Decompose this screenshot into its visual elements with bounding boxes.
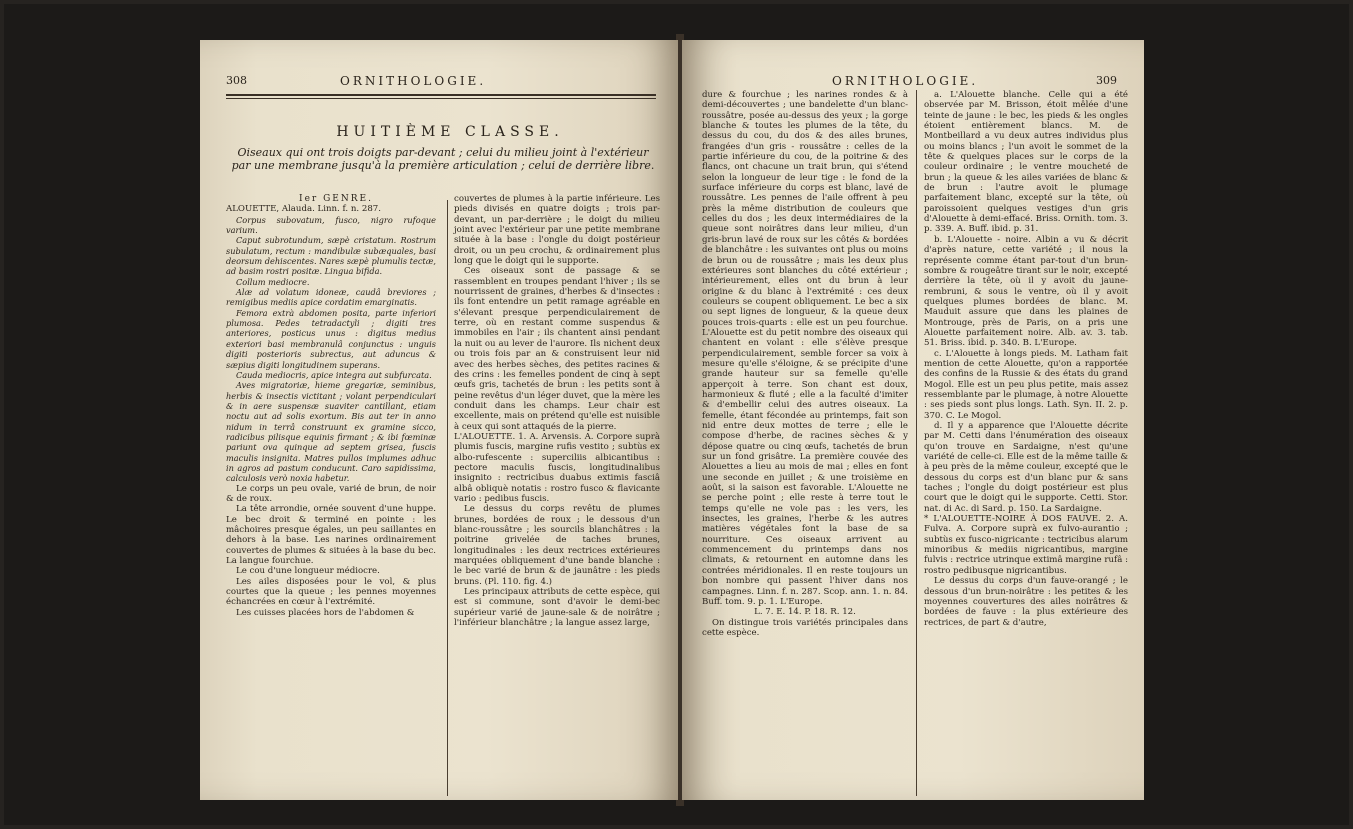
page-number-right: 309 <box>1096 74 1117 87</box>
species-entry: * L'ALOUETTE-NOIRE À DOS FAUVE. 2. A. Fulva. A. Corpore suprà ex fulvo-aurantio ; subtùs ex fusco-nigricante : tectricibus alarum minoribus & mediis nigricantibus, margine fulvis : rectrice utrinque extimâ margine rufâ : rostro pedibusque nigricantibus. <box>924 514 1128 576</box>
paragraph: couvertes de plumes à la partie inférieure. Les pieds divisés en quatre doigts ; trois par-devant, un par-derrière ; le doigt du milieu joint avec l'extérieur par une petite membrane située à la base : l'ongle du doigt postérieur droit, ou un peu crochu, & ordinairement plus long que le doigt qui le supporte. <box>454 194 660 267</box>
header-rule-thin <box>226 98 656 99</box>
paragraph: Femora extrà abdomen posita, parte inferiori plumosa. Pedes tetradactyli ; digiti tres anteriores, posticus unus : digitus medius exteriori basi membranulâ conjunctus : unguis digiti posterioris subrectus, aut aduncus & sæpius digiti longitudinem superans. <box>226 307 436 370</box>
variety-b: b. L'Alouette - noire. Albin a vu & décrit d'après nature, cette variété ; il nous la représente comme étant par-tout d'un brun-sombre & rougeâtre tirant sur le noir, excepté derrière la tête, où il y avoit du jaune-rembruni, & sous le ventre, où il y avoit quelques plumes bordées de blanc. M. Mauduit assure que dans les plaines de Montrouge, près de Paris, on a pris une Alouette parfaitement noire. Alb. av. 3. tab. 51. Briss. ibid. p. 340. B. L'Europe. <box>924 234 1128 349</box>
class-intro: Oiseaux qui ont trois doigts par-devant ; celui du milieu joint à l'extérieur par une membrane jusqu'à la première articulation ; celui de derrière libre. <box>231 146 655 172</box>
page-number-left: 308 <box>226 74 247 87</box>
variety-d: d. Il y a apparence que l'Alouette décrite par M. Cetti dans l'énumération des oiseaux qu'on trouve en Sardaigne, n'est qu'une variété de celle-ci. Elle est de la même taille & à peu près de la même couleur, excepté que le dessous du corps est d'un blanc pur & sans taches ; l'ongle du doigt postérieur est plus court que le doigt qui le supporte. Cetti. Stor. nat. di Ac. di Sard. p. 150. La Sardaigne. <box>924 421 1128 514</box>
left-page <box>200 40 678 800</box>
paragraph: Ces oiseaux sont de passage & se rassemblent en troupes pendant l'hiver ; ils se nourrissent de graines, d'herbes & d'insectes : ils font entendre un petit ramage agréable en s'élevant presque perpendiculairement de terre, où en restant comme suspendus & immobiles en l'air ; ils chantent ainsi pendant la nuit ou au lever de l'aurore. Ils nichent deux ou trois fois par an & construisent leur nid avec des herbes sèches, des petites racines & des crins : les femelles pondent de cinq à sept œufs gris, tachetés de brun : les petits sont à peine revêtus d'un léger duvet, que la mère les conduit dans les champs. Leur chair est excellente, mais on prétend qu'elle est nuisible à ceux qui sont attaqués de la pierre. <box>454 266 660 432</box>
column-divider <box>447 200 448 796</box>
paragraph: La tête arrondie, ornée souvent d'une huppe. Le bec droit & terminé en pointe : les mâchoires presque égales, un peu saillantes en dehors à la base. Les narines ordinairement couvertes de plumes & situées à la base du bec. La langue fourchue. <box>226 504 436 567</box>
column-divider <box>916 90 917 796</box>
class-title: HUITIÈME CLASSE. <box>336 124 564 140</box>
paragraph: Le corps un peu ovale, varié de brun, de noir & de roux. <box>226 483 436 504</box>
paragraph: Aves migratoriæ, hieme gregariæ, seminibus, herbis & insectis victitant ; volant perpendiculari & in aere suspensæ suaviter cantillant, etiam noctu aut ad solis exortum. Bis aut ter in anno nidum in terrâ construunt ex gramine sicco, radicibus pilisque equinis firmant ; & ibi fœminæ pariunt ova quinque ad septem grisea, fuscis maculis insignita. Matres pullos implumes adhuc in agros ad pastum conducunt. Caro sapidissima, calculosis verò noxia habetur. <box>226 380 436 484</box>
header-rule <box>226 94 656 96</box>
paragraph: Les ailes disposées pour le vol, & plus courtes que la queue ; les pennes moyennes échancrées en cœur à l'extrémité. <box>226 576 436 608</box>
variety-a: a. L'Alouette blanche. Celle qui a été observée par M. Brisson, étoit mêlée d'une teinte de jaune : le bec, les pieds & les ongles étoient entièrement blancs. M. de Montbeillard a vu deux autres individus plus ou moins blancs ; l'un avoit le sommet de la tête & quelques places sur le corps de la couleur ordinaire ; le ventre moucheté de brun ; la queue & les ailes variées de blanc & de brun : l'autre avoit le plumage parfaitement blanc, excepté sur la tête, où paroissoient quelques vestiges d'un gris d'Alouette à demi-effacé. Briss. Ornith. tom. 3. p. 339. A. Buff. ibid. p. 31. <box>924 90 1128 235</box>
right-page <box>682 40 1144 800</box>
paragraph: On distingue trois variétés principales dans cette espèce. <box>702 617 908 638</box>
right-column-2 <box>924 90 1128 628</box>
species-entry: L'ALOUETTE. 1. A. Arvensis. A. Corpore suprà plumis fuscis, margine rufis vestito ; subtùs ex albo-rufescente : superciliis albicantibus : pectore maculis fuscis, longitudinalibus insignito : rectricibus duabus extimis fasciâ albâ obliquè notatis : rostro fusco & flavicante vario : pedibus fuscis. <box>454 431 660 504</box>
left-column-1 <box>226 194 436 618</box>
paragraph: Caput subrotundum, sæpè cristatum. Rostrum subulatum, rectum : mandibulæ subæquales, basi deorsum dehiscentes. Nares sæpè plumulis tectæ, ad basim rostri positæ. Lingua bifida. <box>226 235 436 277</box>
left-column-2 <box>454 194 660 628</box>
paragraph: ALOUETTE, Alauda. Linn. f. n. 287. <box>226 204 381 215</box>
paragraph: Les principaux attributs de cette espèce, qui est si commune, sont d'avoir le demi-bec supérieur varié de jaune-sale & de noirâtre ; l'inférieur blanchâtre ; la langue assez large, <box>454 587 660 629</box>
measurements: L. 7. E. 14. P. 18. R. 12. <box>754 607 856 618</box>
running-head-left: ORNITHOLOGIE. <box>340 74 487 88</box>
paragraph: dure & fourchue ; les narines rondes & à demi-découvertes ; une bandelette d'un blanc-roussâtre, posée au-dessus des yeux ; la gorge blanche & toutes les plumes de la tête, du dessus du cou, du dos & des ailes brunes, frangées d'un gris - roussâtre : celles de la partie inférieure du cou, de la poitrine & des flancs, ont chacune un trait brun, qui s'étend selon la longueur de leur tige : le fond de la surface inférieure du corps est blanc, lavé de roussâtre. Les pennes de l'aile offrent à peu près la même distribution de couleurs que celles du dos ; les deux intermédiaires de la queue sont noirâtres dans leur milieu, d'un gris-brun lavé de roux sur les côtés & bordées de blanchâtre : les suivantes ont plus ou moins de brun ou de roussâtre ; mais les deux plus extérieures sont blanches du côté extérieur ; intérieurement, elles ont du brun à leur origine & du blanc à l'extrémité : ces deux couleurs se coupent obliquement. Le bec a six ou sept lignes de longueur, & la queue deux pouces trois-quarts : elle est un peu fourchue. L'Alouette est du petit nombre des oiseaux qui chantent en volant : elle s'élève presque perpendiculairement, semble forcer sa voix à mesure qu'elle s'éloigne, & se précipite d'une grande hauteur sur sa femelle qu'elle apperçoit à terre. Son chant est doux, harmonieux & fluté ; elle a la faculté d'imiter & d'embellir celui des autres oiseaux. La femelle, étant fécondée au printemps, fait son nid entre deux mottes de terre ; elle le compose d'herbe, de racines sèches & y dépose quatre ou cinq œufs, tachetés de brun sur un fond grisâtre. La première couvée des Alouettes a lieu au mois de mai ; elles en font une seconde en juillet ; & une troisième en août, si la saison est favorable. L'Alouette ne se perche point ; elle reste à terre tout le temps qu'elle ne vole pas : les vers, les insectes, les graines, l'herbe & les autres matières végétales font la base de sa nourriture. Ces oiseaux arrivent au commencement du printemps dans nos climats, & retournent en automne dans les contrées méridionales. Il en reste toujours un bon nombre qui passent l'hiver dans nos campagnes. Linn. f. n. 287. Scop. ann. 1. n. 84. Buff. tom. 9. p. 1. L'Europe. <box>702 90 908 607</box>
genre-heading: Ier GENRE. <box>299 194 373 204</box>
paragraph: Le cou d'une longueur médiocre. <box>236 566 380 577</box>
paragraph: Collum mediocre. <box>236 276 310 287</box>
variety-c: c. L'Alouette à longs pieds. M. Latham fait mention de cette Alouette, qu'on a rapportée des confins de la Russie & des états du grand Mogol. Elle est un peu plus petite, mais assez ressemblante par le plumage, à notre Alouette : ses pieds sont plus longs. Lath. Syn. II. 2. p. 370. C. Le Mogol. <box>924 348 1128 421</box>
paragraph: Cauda mediocris, apice integra aut subfurcata. <box>236 369 432 380</box>
paragraph: Alæ ad volatum idoneæ, caudâ breviores ; remigibus mediis apice cordatim emarginatis. <box>226 287 436 308</box>
paragraph: Corpus subovatum, fusco, nigro rufoque varium. <box>226 214 436 236</box>
right-column-1 <box>702 90 908 638</box>
paragraph: Le dessus du corps revêtu de plumes brunes, bordées de roux ; le dessous d'un blanc-roussâtre ; les sourcils blanchâtres : la poitrine grivelée de taches brunes, longitudinales : les deux rectrices extérieures marquées obliquement d'une bande blanche : le bec varié de brun & de jaunâtre : les pieds bruns. (Pl. 110. fig. 4.) <box>454 504 660 587</box>
running-head-right: ORNITHOLOGIE. <box>832 74 979 88</box>
paragraph: Le dessus du corps d'un fauve-orangé ; le dessous d'un brun-noirâtre : les petites & les moyennes couvertures des ailes noirâtres & bordées de fauve : la plus extérieure des rectrices, de part & d'autre, <box>924 576 1128 628</box>
paragraph: Les cuisses placées hors de l'abdomen & <box>236 607 415 618</box>
